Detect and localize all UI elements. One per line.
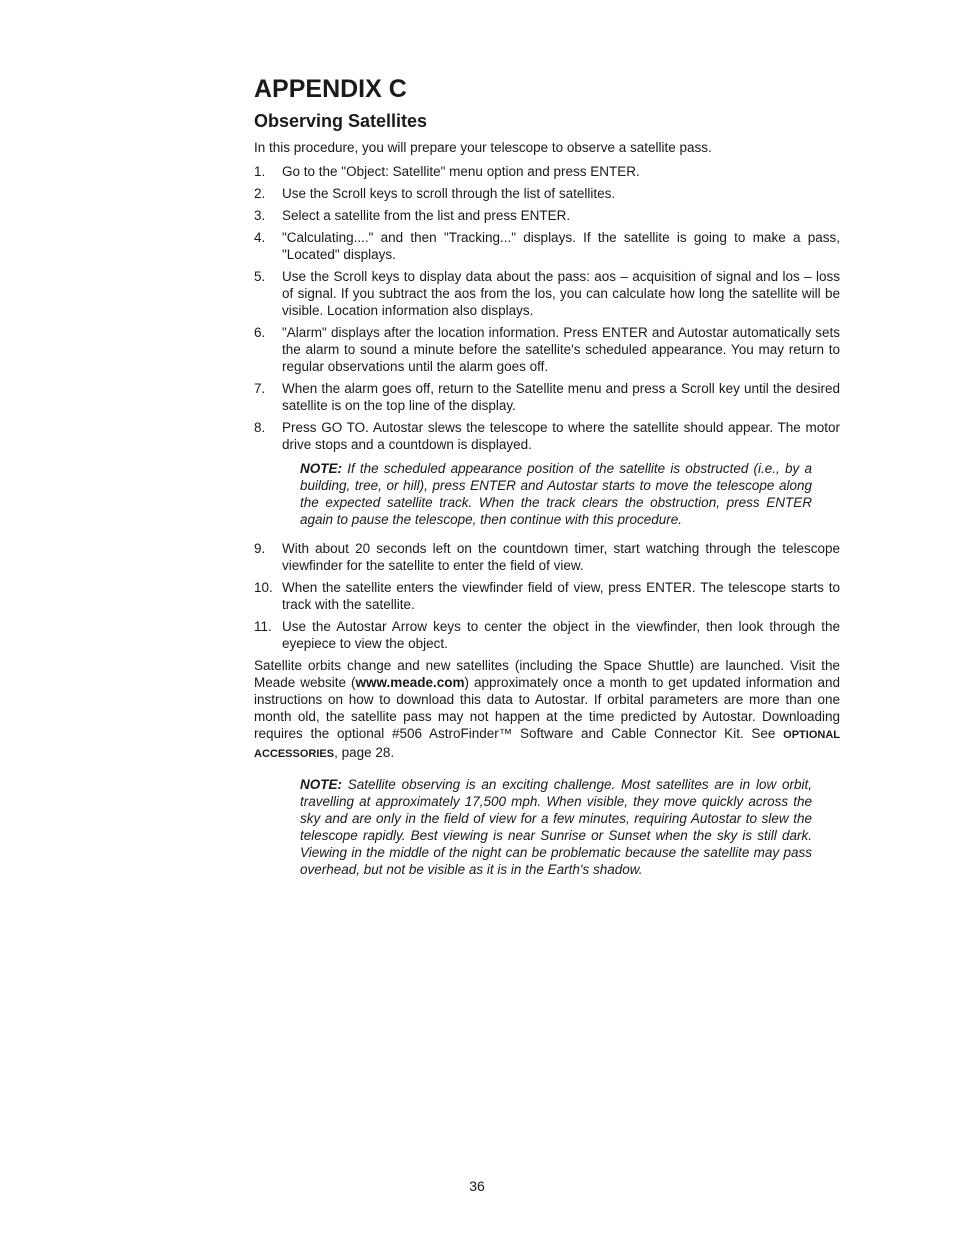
step-item bbox=[254, 618, 840, 652]
step-number: 3. bbox=[254, 208, 266, 223]
step-item bbox=[254, 419, 840, 528]
step-item bbox=[254, 268, 840, 319]
note-label: NOTE: bbox=[300, 777, 342, 792]
optional-accessories-reference: OPTIONAL ACCESSORIES bbox=[254, 729, 840, 760]
step-item bbox=[254, 380, 840, 414]
note-satellite-observing bbox=[300, 776, 812, 878]
step-number: 9. bbox=[254, 541, 266, 556]
step-text: Use the Autostar Arrow keys to center the object in the viewfinder, then look through the eyepiece to view the object. bbox=[282, 619, 840, 651]
step-item bbox=[254, 579, 840, 613]
note-text: If the scheduled appearance position of the satellite is obstructed (i.e., by a building, tree, or hill), press ENTER and Autostar starts to move the telescope along the expected satellite track. When the track clears the obstruction, press ENTER again to pause the telescope, then continue with this procedure. bbox=[300, 461, 812, 527]
step-number: 8. bbox=[254, 420, 266, 435]
step-text: When the satellite enters the viewfinder field of view, press ENTER. The telescope starts to track with the satellite. bbox=[282, 580, 840, 612]
step-item bbox=[254, 229, 840, 263]
step-text: "Calculating...." and then "Tracking..." displays. If the satellite is going to make a pass, "Located" displays. bbox=[282, 230, 840, 262]
step-item bbox=[254, 324, 840, 375]
step-number: 1. bbox=[254, 164, 266, 179]
closing-text-2: ) approximately once a month to get updated information and instructions on how to download this data to Autostar. If orbital parameters are more than one month old, the satellite pass may not happen at the time predicted by Autostar. Downloading requires the optional #506 AstroFinder™ Software and Cable Connector Kit. See bbox=[254, 675, 840, 741]
step-item bbox=[254, 185, 840, 202]
step-item bbox=[254, 163, 840, 180]
step-number: 5. bbox=[254, 269, 266, 284]
step-text: Use the Scroll keys to display data about the pass: aos – acquisition of signal and los – loss of signal. If you subtract the aos from the los, you can calculate how long the satellite will be visible. Location information also displays. bbox=[282, 269, 840, 318]
step-number: 10. bbox=[254, 580, 273, 595]
step-text: Press GO TO. Autostar slews the telescope to where the satellite should appear. The motor drive stops and a countdown is displayed. bbox=[282, 420, 840, 452]
step-number: 11. bbox=[254, 619, 272, 634]
section-title: Observing Satellites bbox=[254, 111, 428, 131]
step-text: Go to the "Object: Satellite" menu option and press ENTER. bbox=[282, 164, 640, 179]
appendix-title: APPENDIX C bbox=[254, 75, 407, 103]
note-label: NOTE: bbox=[300, 461, 342, 476]
closing-paragraph bbox=[254, 657, 840, 763]
step-text: Select a satellite from the list and press ENTER. bbox=[282, 208, 571, 223]
procedure-steps bbox=[254, 163, 840, 652]
step-text: When the alarm goes off, return to the Satellite menu and press a Scroll key until the desired satellite is on the top line of the display. bbox=[282, 381, 840, 413]
closing-text-1: Satellite orbits change and new satellites (including the Space Shuttle) are launched. Visit the Meade website ( bbox=[254, 658, 840, 690]
step-item bbox=[254, 207, 840, 224]
note-obstructed bbox=[300, 460, 812, 528]
step-number: 6. bbox=[254, 325, 266, 340]
step-item bbox=[254, 540, 840, 574]
step-number: 7. bbox=[254, 381, 266, 396]
note-text: Satellite observing is an exciting challenge. Most satellites are in low orbit, travelling at approximately 17,500 mph. When visible, they move quickly across the sky and are only in the field of view for a few minutes, requiring Autostar to slew the telescope rapidly. Best viewing is near Sunrise or Sunset when the sky is still dark. Viewing in the middle of the night can be problematic because the satellite may pass overhead, but not be visible as it is in the Earth's shadow. bbox=[300, 777, 812, 877]
step-number: 2. bbox=[254, 186, 266, 201]
step-text: "Alarm" displays after the location information. Press ENTER and Autostar automatically sets the alarm to sound a minute before the satellite's scheduled appearance. You may return to regular observations until the alarm goes off. bbox=[282, 325, 840, 374]
closing-text-3: , page 28. bbox=[334, 745, 395, 760]
page-number: 36 bbox=[469, 1178, 485, 1194]
step-text: With about 20 seconds left on the countdown timer, start watching through the telescope viewfinder for the satellite to enter the field of view. bbox=[282, 541, 840, 573]
step-text: Use the Scroll keys to scroll through the list of satellites. bbox=[282, 186, 616, 201]
intro-paragraph: In this procedure, you will prepare your telescope to observe a satellite pass. bbox=[254, 140, 712, 155]
meade-website-link[interactable]: www.meade.com bbox=[355, 675, 465, 690]
step-number: 4. bbox=[254, 230, 266, 245]
page-content bbox=[254, 72, 840, 878]
